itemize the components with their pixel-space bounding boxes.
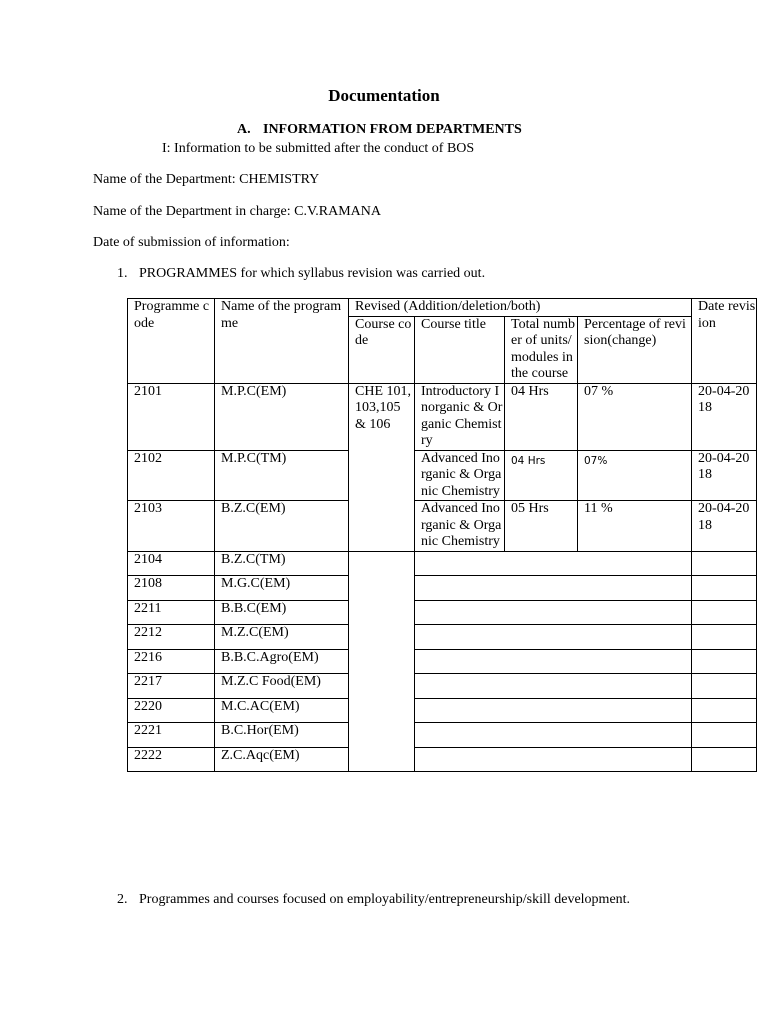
header-total-units: Total number of units/modules in the course — [505, 316, 578, 383]
programme-name: M.C.AC(EM) — [215, 698, 349, 723]
table-row — [128, 698, 757, 723]
table-row — [128, 600, 757, 625]
list-item-1-text: PROGRAMMES for which syllabus revision was carried out. — [139, 266, 486, 281]
programme-name: B.B.C(EM) — [215, 600, 349, 625]
percentage: 07 % — [578, 383, 692, 450]
programme-name: M.Z.C Food(EM) — [215, 674, 349, 699]
total-units: 04 Hrs — [505, 383, 578, 450]
table-row — [128, 450, 757, 501]
programme-code: 2104 — [128, 551, 215, 576]
list-item-2-number: 2. — [117, 892, 128, 907]
table-row — [128, 674, 757, 699]
revision-date: 20-04-2018 — [692, 383, 757, 450]
empty-cell — [415, 600, 692, 625]
programme-code: 2221 — [128, 723, 215, 748]
programmes-table — [127, 298, 757, 772]
table-row — [128, 649, 757, 674]
percentage: 11 % — [578, 501, 692, 552]
section-heading-text: INFORMATION FROM DEPARTMENTS — [263, 122, 522, 137]
programme-name: M.Z.C(EM) — [215, 625, 349, 650]
empty-cell — [692, 747, 757, 772]
subheading: I: Information to be submitted after the conduct of BOS — [162, 141, 475, 156]
empty-cell — [692, 698, 757, 723]
programme-name: B.B.C.Agro(EM) — [215, 649, 349, 674]
course-title: Introductory Inorganic & Organic Chemistry — [415, 383, 505, 450]
programme-code: 2216 — [128, 649, 215, 674]
header-programme-name: Name of the programme — [215, 299, 349, 384]
empty-cell — [415, 747, 692, 772]
table-row — [128, 551, 757, 576]
programme-name: Z.C.Aqc(EM) — [215, 747, 349, 772]
header-date: Date revision — [692, 299, 757, 384]
programme-code: 2108 — [128, 576, 215, 601]
header-percentage: Percentage of revision(change) — [578, 316, 692, 383]
programme-name: M.P.C(EM) — [215, 383, 349, 450]
course-code-empty — [349, 551, 415, 772]
list-item-1 — [117, 266, 485, 282]
programme-name: M.P.C(TM) — [215, 450, 349, 501]
programme-code: 2101 — [128, 383, 215, 450]
header-course-title: Course title — [415, 316, 505, 383]
list-item-2 — [117, 891, 637, 909]
total-units: 04 Hrs — [505, 450, 578, 501]
programme-name: B.C.Hor(EM) — [215, 723, 349, 748]
programme-name: M.G.C(EM) — [215, 576, 349, 601]
programme-code: 2212 — [128, 625, 215, 650]
programme-name: B.Z.C(EM) — [215, 501, 349, 552]
list-item-1-number: 1. — [117, 266, 128, 281]
table-row — [128, 747, 757, 772]
section-number: A. — [237, 122, 251, 137]
programme-code: 2217 — [128, 674, 215, 699]
department-name: Name of the Department: CHEMISTRY — [93, 172, 320, 187]
empty-cell — [692, 674, 757, 699]
empty-cell — [415, 723, 692, 748]
empty-cell — [415, 576, 692, 601]
empty-cell — [415, 625, 692, 650]
programme-name: B.Z.C(TM) — [215, 551, 349, 576]
date-of-submission: Date of submission of information: — [93, 235, 290, 250]
empty-cell — [692, 576, 757, 601]
programme-code: 2103 — [128, 501, 215, 552]
empty-cell — [692, 600, 757, 625]
table-row — [128, 383, 757, 450]
revision-date: 20-04-2018 — [692, 450, 757, 501]
empty-cell — [415, 698, 692, 723]
document-title: Documentation — [328, 86, 440, 105]
empty-cell — [692, 649, 757, 674]
empty-cell — [692, 551, 757, 576]
course-title: Advanced Inorganic & Organic Chemistry — [415, 450, 505, 501]
revision-date: 20-04-2018 — [692, 501, 757, 552]
programme-code: 2102 — [128, 450, 215, 501]
list-item-2-text: Programmes and courses focused on employability/entrepreneurship/skill development. — [139, 892, 631, 907]
section-heading — [237, 122, 522, 138]
programme-code: 2220 — [128, 698, 215, 723]
table-header-row — [128, 299, 757, 317]
department-incharge: Name of the Department in charge: C.V.RAMANA — [93, 204, 381, 219]
table-row — [128, 723, 757, 748]
total-units: 05 Hrs — [505, 501, 578, 552]
header-course-code: Course code — [349, 316, 415, 383]
empty-cell — [415, 551, 692, 576]
table-row — [128, 501, 757, 552]
programme-code: 2222 — [128, 747, 215, 772]
table-row — [128, 576, 757, 601]
empty-cell — [692, 625, 757, 650]
empty-cell — [415, 649, 692, 674]
course-code: CHE 101,103,105 & 106 — [349, 383, 415, 551]
header-revised: Revised (Addition/deletion/both) — [349, 299, 692, 317]
percentage: 07% — [578, 450, 692, 501]
header-programme-code: Programme code — [128, 299, 215, 384]
table-row — [128, 625, 757, 650]
course-title: Advanced Inorganic & Organic Chemistry — [415, 501, 505, 552]
empty-cell — [415, 674, 692, 699]
programme-code: 2211 — [128, 600, 215, 625]
empty-cell — [692, 723, 757, 748]
